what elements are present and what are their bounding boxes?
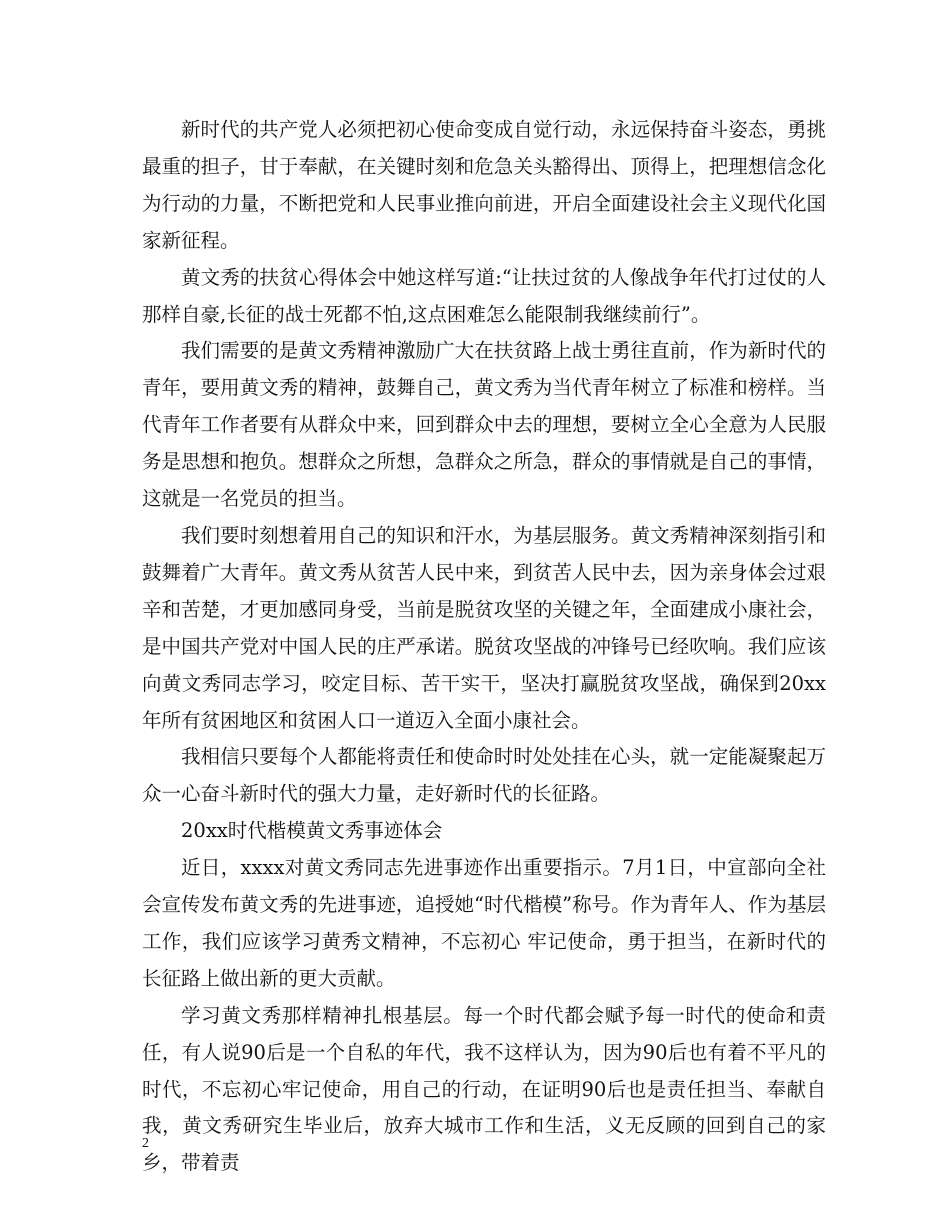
paragraph-6: 近日，xxxx对黄文秀同志先进事迹作出重要指示。7月1日，中宣部向全社会宣传发布黄文秀的先进事迹，追授她“时代楷模”称号。作为青年人、作为基层工作，我们应该学习黄秀文精神，不忘初心 牢记使命，勇于担当，在新时代的长征路上做出新的更大贡献。 xyxy=(142,856,826,990)
paragraph-7: 学习黄文秀那样精神扎根基层。每一个时代都会赋予每一时代的使命和责任，有人说90后是一个自私的年代，我不这样认为，因为90后也有着不平凡的时代，不忘初心牢记使命，用自己的行动，在证明90后也是责任担当、奉献自我，黄文秀研究生毕业后，放弃大城市工作和生活，义无反顾的回到自己的家乡，带着责 xyxy=(142,1003,826,1175)
paragraph-1: 新时代的共产党人必须把初心使命变成自觉行动，永远保持奋斗姿态，勇挑最重的担子，甘于奉献，在关键时刻和危急关头豁得出、顶得上，把理想信念化为行动的力量，不断把党和人民事业推向前进，开启全面建设社会主义现代化国家新征程。 xyxy=(142,118,826,252)
paragraph-5: 我相信只要每个人都能将责任和使命时时处处挂在心头，就一定能凝聚起万众一心奋斗新时代的强大力量，走好新时代的长征路。 xyxy=(142,745,826,806)
page-number: 2 xyxy=(142,1136,149,1151)
paragraph-4: 我们要时刻想着用自己的知识和汗水，为基层服务。黄文秀精神深刻指引和鼓舞着广大青年。黄文秀从贫苦人民中来，到贫苦人民中去，因为亲身体会过艰辛和苦楚，才更加感同身受，当前是脱贫攻坚的关键之年，全面建成小康社会，是中国共产党对中国人民的庄严承诺。脱贫攻坚战的冲锋号已经吹响。我们应该向黄文秀同志学习，咬定目标、苦干实干，坚决打赢脱贫攻坚战，确保到20xx年所有贫困地区和贫困人口一道迈入全面小康社会。 xyxy=(142,523,826,732)
paragraph-2: 黄文秀的扶贫心得体会中她这样写道:“让扶过贫的人像战争年代打过仗的人那样自豪,长征的战士死都不怕,这点困难怎么能限制我继续前行”。 xyxy=(142,265,826,326)
document-body xyxy=(142,112,826,1182)
section-heading: 20xx时代楷模黄文秀事迹体会 xyxy=(181,819,443,843)
paragraph-3: 我们需要的是黄文秀精神激励广大在扶贫路上战士勇往直前，作为新时代的青年，要用黄文秀的精神，鼓舞自己，黄文秀为当代青年树立了标准和榜样。当代青年工作者要有从群众中来，回到群众中去的理想，要树立全心全意为人民服务是思想和抱负。想群众之所想，急群众之所急，群众的事情就是自己的事情，这就是一名党员的担当。 xyxy=(142,339,826,511)
